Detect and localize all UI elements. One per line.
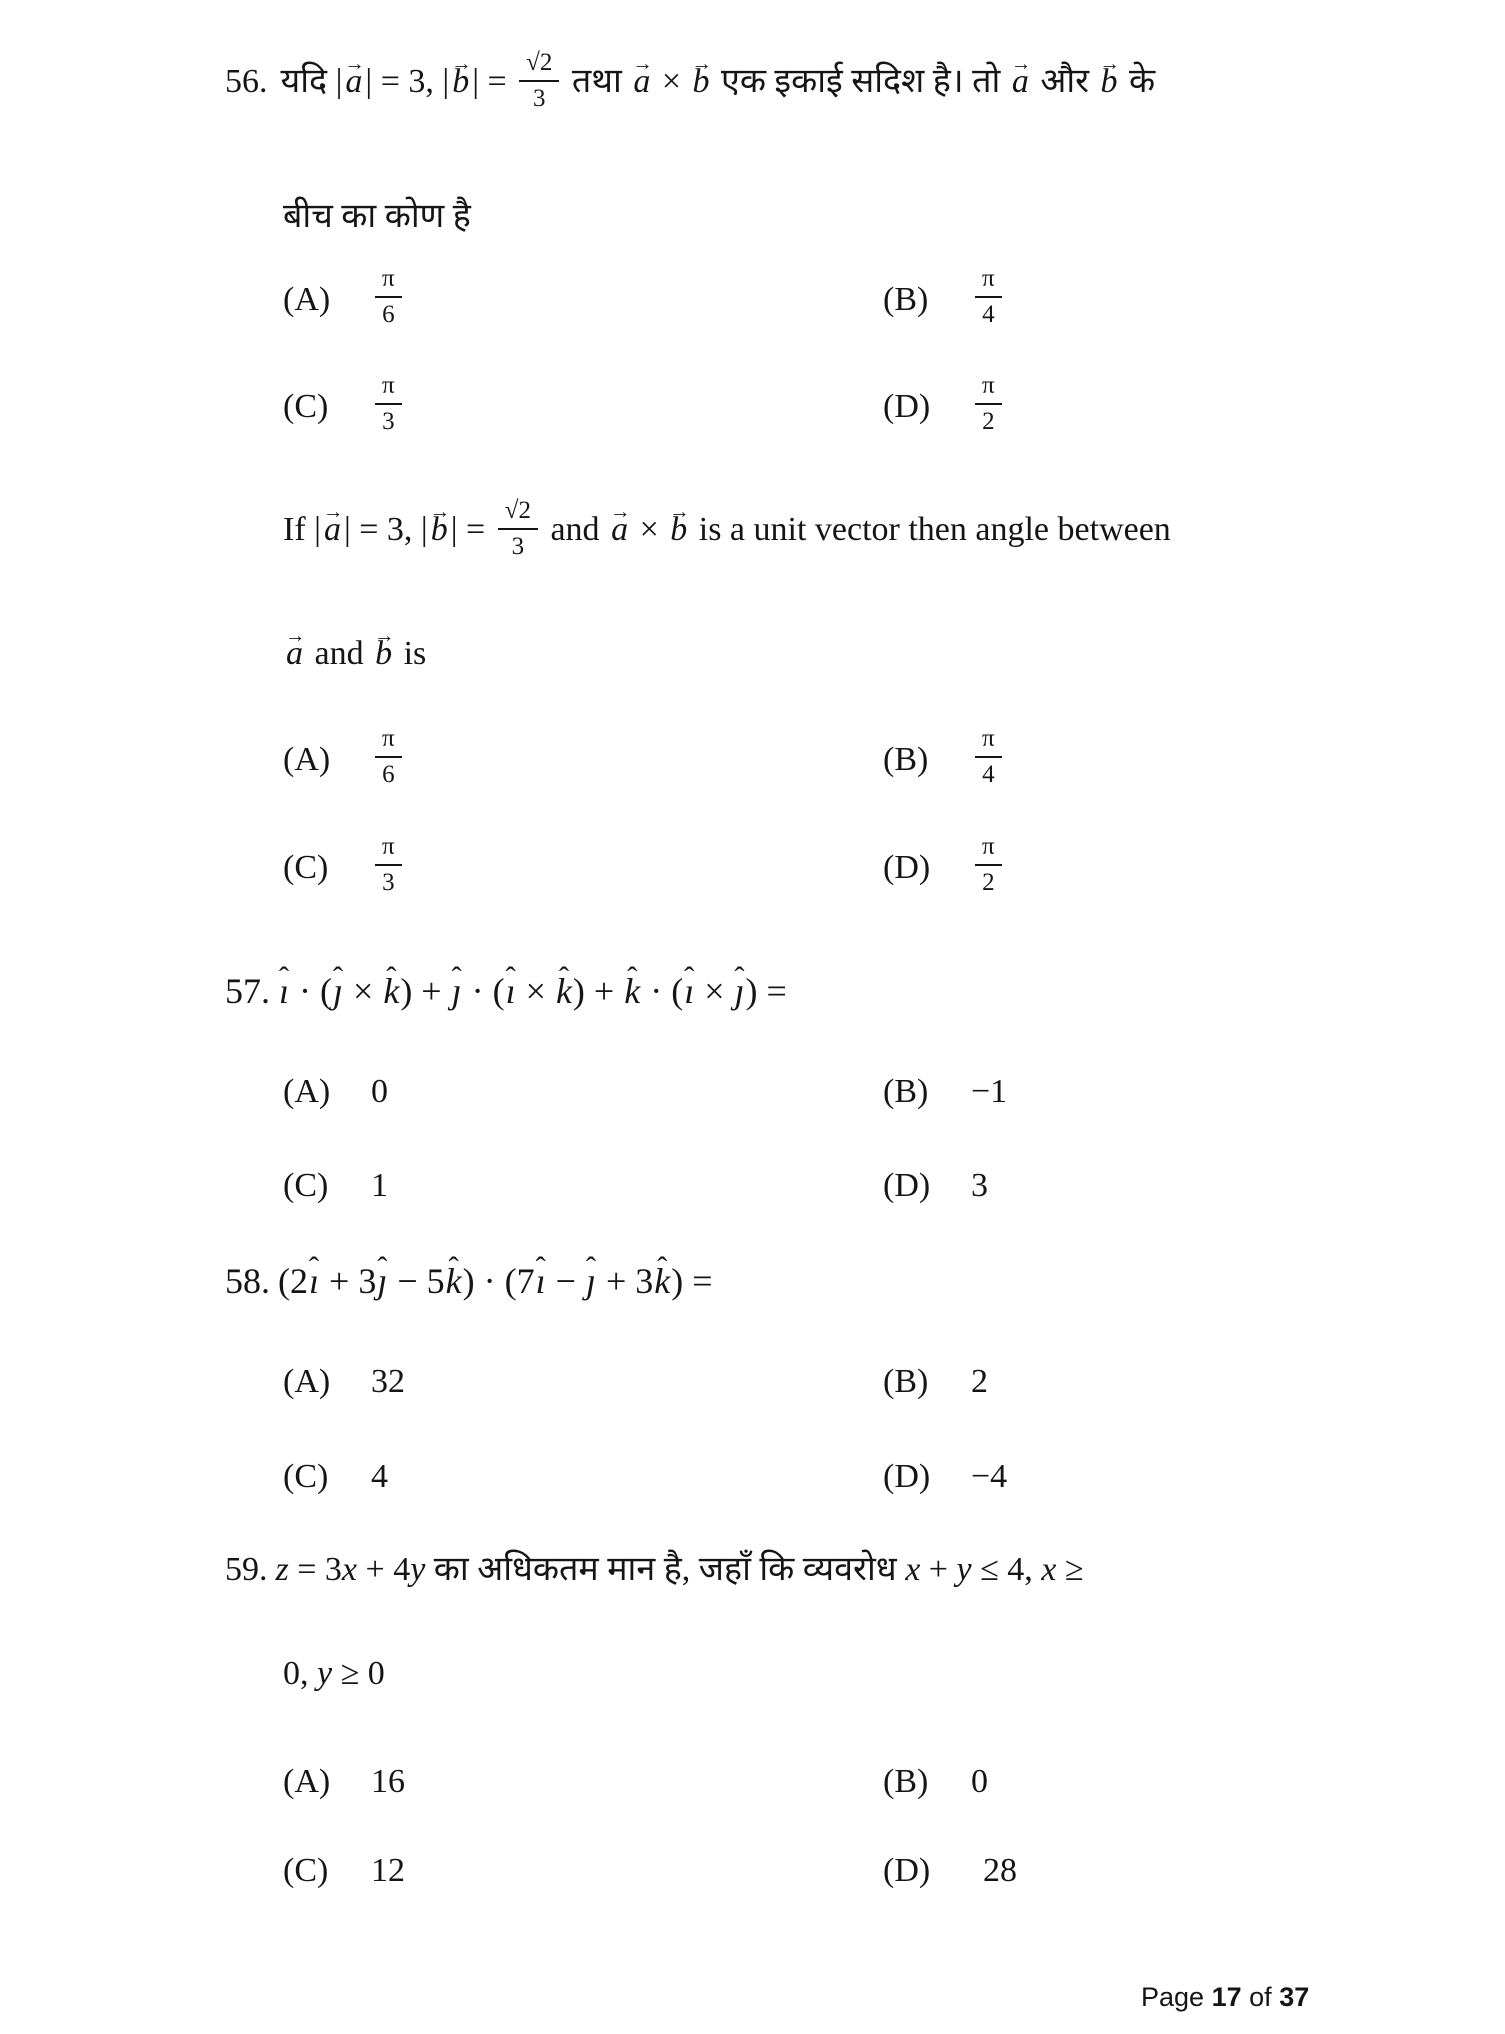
option-value: 0 (371, 1073, 388, 1110)
option-value: 16 (371, 1763, 405, 1800)
option-value: 4 (371, 1458, 388, 1495)
question-56-english-line2: a → and b → is (283, 632, 426, 676)
footer-page-number: 17 (1211, 1982, 1242, 2012)
option-value: −4 (971, 1458, 1008, 1495)
option-label: (D) (883, 387, 931, 425)
option-label: (D) (883, 848, 931, 886)
option-label: (B) (883, 1763, 929, 1800)
question-56-hindi-line1 (225, 49, 1156, 116)
q59-option-a (283, 1760, 883, 1804)
option-value: 2 (971, 1363, 988, 1400)
option-label: (C) (283, 848, 329, 886)
option-value: $\frac{\pi}{4}$ (971, 728, 1006, 792)
option-value: $\frac{\pi}{4}$ (971, 268, 1006, 332)
question-59-line2: 0, y ≥ 0 (283, 1655, 385, 1692)
option-label: (A) (283, 1073, 331, 1110)
q56-english-options-row2 (283, 833, 1006, 900)
q56-hindi-option-a (283, 265, 883, 332)
footer-of: of (1249, 1982, 1272, 2012)
option-label: (D) (883, 1167, 931, 1204)
option-value: 3 (971, 1167, 988, 1204)
question-57-text: ı ˆ · (ȷ ˆ × k ˆ) + ȷ ˆ · (ı ˆ × k ˆ) + k ˆ · (ı ˆ × ȷ ˆ) = (278, 968, 787, 1015)
option-label: (B) (883, 1073, 929, 1110)
option-label: (C) (283, 387, 329, 425)
q56-english-option-d (883, 833, 1006, 900)
q58-option-c (283, 1455, 883, 1499)
option-label: (A) (283, 740, 331, 778)
q57-option-b (883, 1070, 1007, 1114)
q56-hindi-option-c (283, 372, 883, 439)
question-58-text: (2ı ˆ + 3ȷ ˆ − 5k ˆ) · (7ı ˆ − ȷ ˆ + 3k ˆ) = (278, 1258, 713, 1305)
question-58-number: 58. (225, 1261, 270, 1301)
option-label: (A) (283, 1363, 331, 1400)
option-value: $\frac{\pi}{6}$ (371, 728, 406, 792)
q56-english-option-c (283, 833, 883, 900)
option-value: $\frac{\pi}{2}$ (971, 836, 1006, 900)
q57-option-a (283, 1070, 883, 1114)
q58-options-row2 (283, 1455, 1007, 1499)
option-label: (D) (883, 1852, 931, 1889)
option-label: (A) (283, 1763, 331, 1800)
option-label: (C) (283, 1852, 329, 1889)
question-56-english-line1: If |a →| = 3, |b →| = $\frac{√2}{3}$ and a → × b → is a unit vector then angle between (283, 500, 1171, 564)
question-59-line1 (225, 1548, 1084, 1592)
q56-english-option-a (283, 725, 883, 792)
option-value: 32 (371, 1363, 405, 1400)
q58-option-a (283, 1360, 883, 1404)
option-value: $\frac{\pi}{3}$ (371, 836, 406, 900)
option-value: 28 (983, 1852, 1017, 1889)
question-56-hindi-line2: बीच का कोण है (283, 198, 471, 235)
option-value: 12 (371, 1852, 405, 1889)
q56-hindi-option-d (883, 372, 1006, 439)
q56-hindi-options-row1 (283, 265, 1006, 332)
question-56-number: 56. (225, 62, 268, 100)
option-value: $\frac{\pi}{2}$ (971, 375, 1006, 439)
q56-hindi-option-b (883, 265, 1006, 332)
option-label: (B) (883, 280, 929, 318)
question-57-line (225, 968, 787, 1015)
footer-prefix: Page (1141, 1982, 1205, 2012)
option-label: (B) (883, 740, 929, 778)
option-label: (C) (283, 1167, 329, 1204)
q56-english-options-row1 (283, 725, 1006, 792)
question-58-line (225, 1258, 713, 1305)
q59-option-d (883, 1849, 1017, 1893)
option-value: 0 (971, 1763, 988, 1800)
option-label: (D) (883, 1458, 931, 1495)
option-value: 1 (371, 1167, 388, 1204)
q59-options-row1 (283, 1760, 988, 1804)
option-value: −1 (971, 1073, 1008, 1110)
option-label: (C) (283, 1458, 329, 1495)
q57-option-d (883, 1164, 988, 1208)
q58-options-row1 (283, 1360, 988, 1404)
footer-total-pages: 37 (1279, 1982, 1310, 2012)
option-label: (A) (283, 280, 331, 318)
q59-option-c (283, 1849, 883, 1893)
q58-option-b (883, 1360, 988, 1404)
question-59-text: z = 3x + 4y का अधिकतम मान है, जहाँ कि व्यवरोध x + y ≤ 4, x ≥ (275, 1551, 1084, 1588)
q56-english-option-b (883, 725, 1006, 792)
option-label: (B) (883, 1363, 929, 1400)
question-56-hindi-text: यदि |a →| = 3, |b →| = $\frac{√2}{3}$ तथा a → × b → एक इकाई सदिश है। तो a → और b → के (281, 52, 1156, 116)
q57-options-row1 (283, 1070, 1007, 1114)
question-59-number: 59. (225, 1551, 268, 1588)
question-57-number: 57. (225, 971, 270, 1011)
q59-options-row2 (283, 1849, 1017, 1893)
q57-options-row2 (283, 1164, 988, 1208)
q59-option-b (883, 1760, 988, 1804)
q57-option-c (283, 1164, 883, 1208)
page-footer (1141, 1982, 1309, 2013)
q58-option-d (883, 1455, 1007, 1499)
option-value: $\frac{\pi}{6}$ (371, 268, 406, 332)
q56-hindi-options-row2 (283, 372, 1006, 439)
option-value: $\frac{\pi}{3}$ (371, 375, 406, 439)
